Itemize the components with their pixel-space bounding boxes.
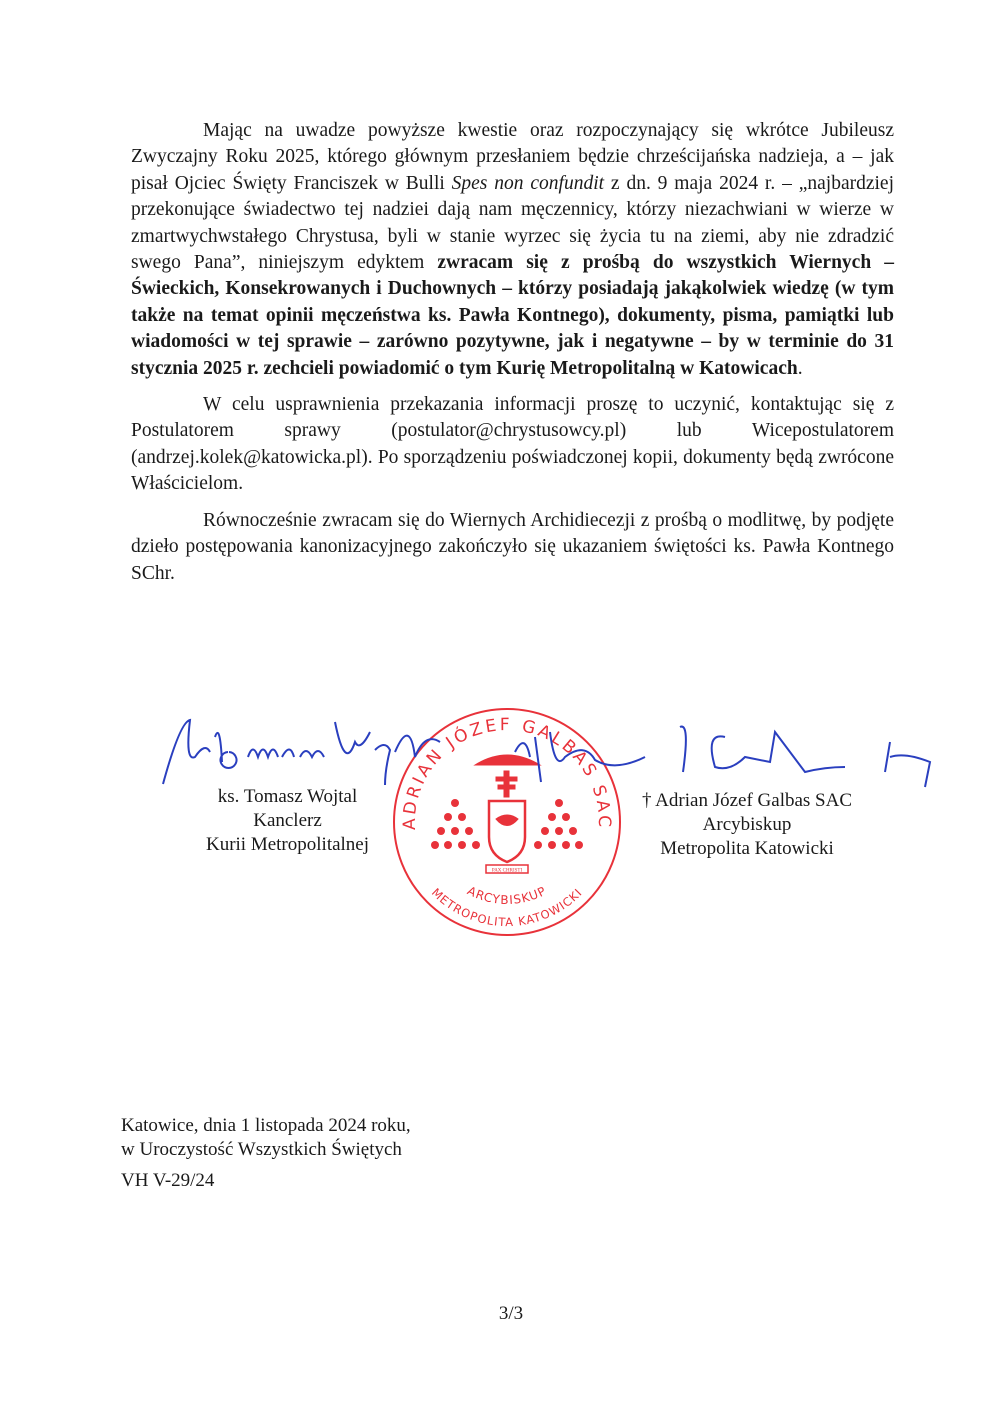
letter-body bbox=[131, 118, 894, 597]
paragraph-contact: W celu usprawnienia przekazania informacji proszę to uczynić, kontaktując się z Postulatorem sprawy (postulator@chrystusowcy.pl) lub Wicepostulatorem (andrzej.kolek@katowicka.pl). Po sporządzeniu poświadczonej kopii, dokumenty będą zwrócone Właścicielom. bbox=[131, 394, 894, 495]
signature-left bbox=[160, 712, 450, 792]
svg-text:ARCYBISKUP bbox=[465, 884, 549, 908]
paragraph-edict bbox=[131, 118, 894, 382]
reference-number: VH V-29/24 bbox=[121, 1170, 215, 1191]
paragraph-prayer: Równocześnie zwracam się do Wiernych Archidiecezji z prośbą o modlitwę, by podjęte dzieło postępowania kanonizacyjnego zakończyło się ukazaniem świętości ks. Pawła Kontnego SChr. bbox=[131, 509, 894, 584]
seal-inner-text-bottom: METROPOLITA KATOWICKI bbox=[428, 885, 586, 930]
date-place bbox=[121, 1114, 411, 1162]
signer-name: † Adrian Józef Galbas SAC bbox=[641, 790, 853, 811]
seal-outer-text: ADRIAN JÓZEF GALBAS SAC bbox=[399, 715, 615, 831]
seal-inner-text-top: ARCYBISKUP bbox=[465, 883, 549, 908]
signer-office: Metropolita Katowicki bbox=[660, 838, 834, 859]
occasion-line: w Uroczystość Wszystkich Świętych bbox=[121, 1139, 402, 1160]
request-text: zwracam się z prośbą do wszystkich Wiernych – Świeckich, Konsekrowanych i Duchownych – którzy posiadają jakąkolwiek wiedzę (w tym także na temat opinii męczeństwa ks. Pawła Kontnego), dokumenty, pisma, pamiątki lub wiadomości w tej sprawie – zarówno pozytywne, jak i negatywne – by w terminie do 31 stycznia 2025 r. zechcieli powiadomić o tym Kurię Metropolitalną w Katowicach bbox=[131, 252, 894, 379]
text: Mając na uwadze powyższe kwestie oraz rozpoczynający się wkrótce Jubileusz Zwyczajny Roku 2025, którego głównym przesłaniem będzie chrześcijańska nadzieja, a – jak pisał Ojciec Święty Franciszek w Bulli bbox=[131, 120, 894, 194]
text: . bbox=[797, 357, 803, 379]
signature-block-chancellor bbox=[195, 785, 380, 857]
bull-title: Spes non confundit bbox=[451, 172, 605, 194]
signer-name: ks. Tomasz Wojtal bbox=[217, 786, 358, 807]
signer-role: Arcybiskup bbox=[702, 814, 792, 835]
signer-office: Kurii Metropolitalnej bbox=[205, 834, 370, 855]
date-line: Katowice, dnia 1 listopada 2024 roku, bbox=[121, 1115, 411, 1136]
svg-text:METROPOLITA KATOWICKI bbox=[429, 885, 585, 929]
text: z dn. 9 maja 2024 r. – „najbardziej przekonujące świadectwo tej nadziei dają nam męczennicy, którzy niezachwiani w wierze w zmartwychwstałego Chrystusa, byli w stanie wyrzec się życia tu na ziemi, aby nie zdradzić swego Pana”, niniejszym edyktem bbox=[131, 172, 894, 274]
seal-motto: PAX CHRISTI bbox=[491, 868, 523, 874]
signature-block-archbishop bbox=[632, 789, 862, 861]
signer-role: Kanclerz bbox=[253, 810, 322, 831]
page-number: 3/3 bbox=[498, 1303, 524, 1324]
